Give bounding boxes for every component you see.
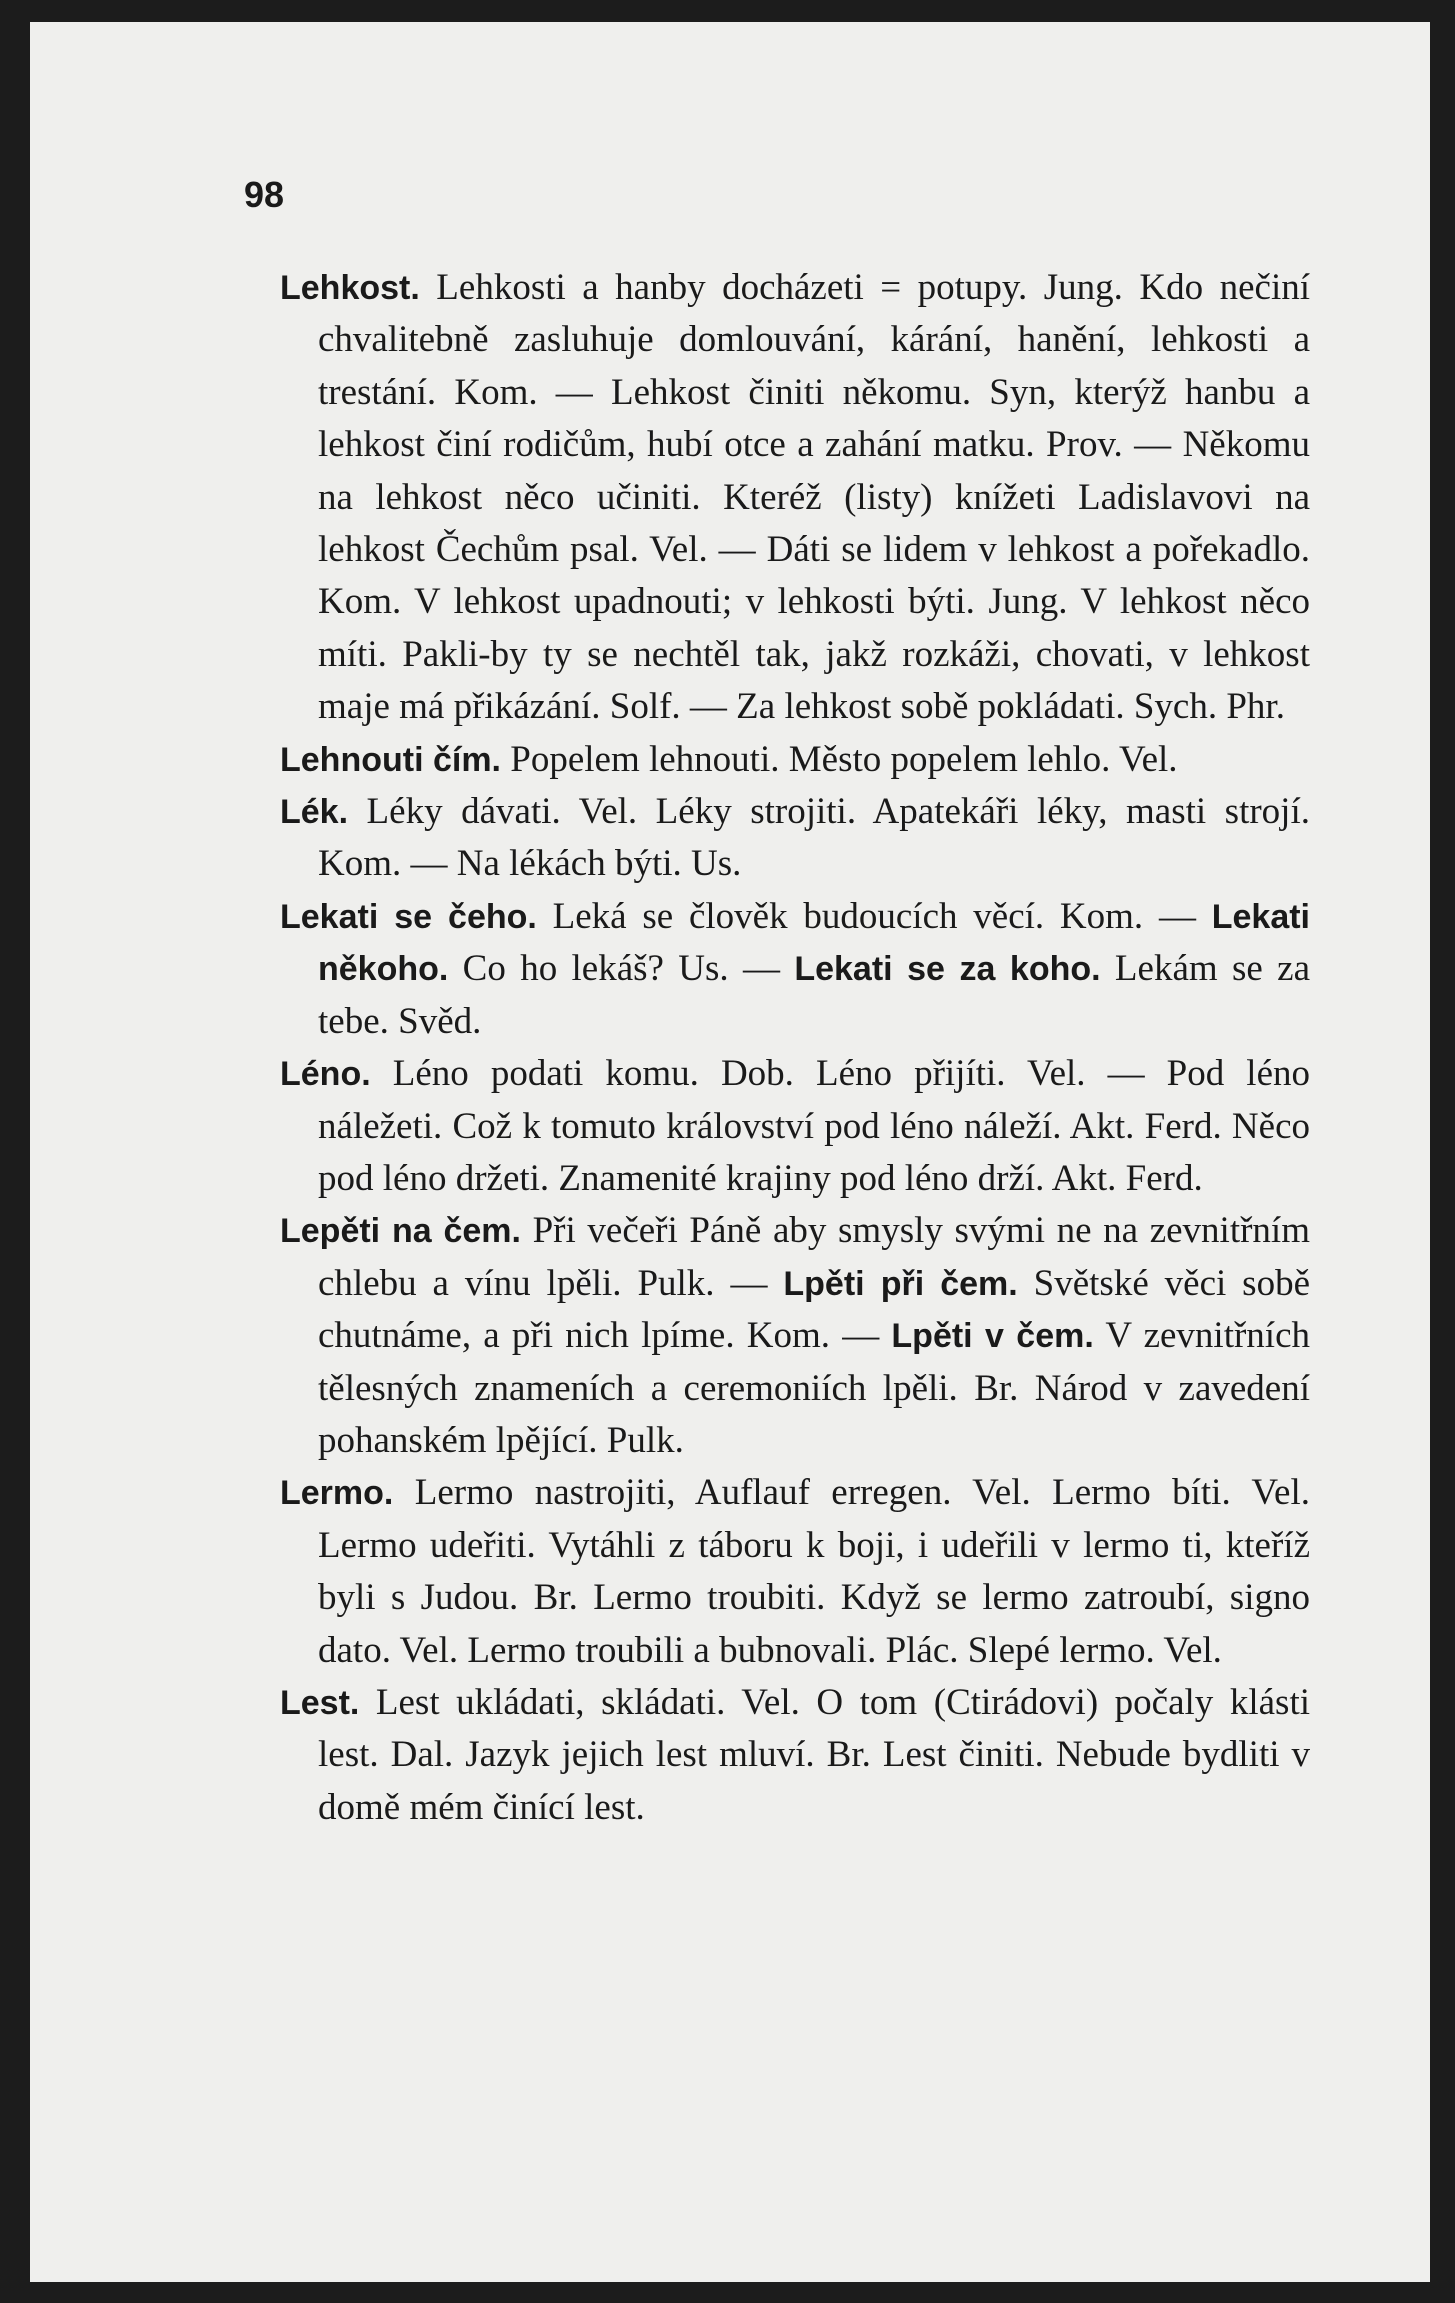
book-page [30, 22, 1430, 2282]
headword: Lepěti na čem. [280, 1212, 521, 1251]
entry-lek [280, 786, 1310, 891]
entry-text: Leká se člověk budoucích věcí. Kom. — [536, 895, 1212, 937]
sub-headword: Lpěti při čem. [783, 1264, 1018, 1303]
headword: Lehnouti čím. [280, 740, 501, 779]
entry-lermo [280, 1467, 1310, 1677]
entry-lehnouti [280, 734, 1310, 786]
entry-text: Lehkosti a hanby docházeti = potupy. Jung. Kdo nečiní chvalitebně zasluhuje domlouvání, kárání, hanění, lehkosti a trestání. Kom. — Lehkost činiti někomu. Syn, kterýž hanbu a lehkost činí rodičům, hubí otce a zahání matku. Prov. — Někomu na lehkost něco učiniti. Kteréž (listy) knížeti Ladislavovi na lehkost Čechům psal. Vel. — Dáti se lidem v lehkost a pořekadlo. Kom. V lehkost upadnouti; v lehkosti býti. Jung. V lehkost něco míti. Pakli-by ty se nechtěl tak, jakž rozkáži, chovati, v lehkost maje má přikázání. Solf. — Za lehkost sobě pokládati. Sych. Phr. [318, 267, 1310, 728]
entry-leno [280, 1048, 1310, 1205]
entry-text: Lermo nastrojiti, Auflauf erregen. Vel. Lermo bíti. Vel. Lermo udeřiti. Vytáhli z táboru k boji, i udeřili v lermo ti, kteříž byli s Judou. Br. Lermo troubiti. Když se lermo zatroubí, signo dato. Vel. Lermo troubili a bubnovali. Plác. Slepé lermo. Vel. [318, 1472, 1310, 1671]
entry-text: Léno podati komu. Dob. Léno přijíti. Vel. — Pod léno náležeti. Což k tomuto království pod léno náleží. Akt. Ferd. Něco pod léno držeti. Znamenité krajiny pod léno drží. Akt. Ferd. [318, 1053, 1310, 1199]
headword: Léno. [280, 1055, 371, 1094]
entry-lehkost [280, 262, 1310, 734]
headword: Lekati se čeho. [280, 897, 537, 936]
headword: Lék. [280, 793, 349, 832]
entry-text: Léky dávati. Vel. Léky strojiti. Apatekáři léky, masti strojí. Kom. — Na lékách býti. Us. [318, 791, 1310, 885]
headword: Lehkost. [280, 269, 420, 307]
entry-text: Lest ukládati, skládati. Vel. O tom (Ctirádovi) počaly klásti lest. Dal. Jazyk jejich lest mluví. Br. Lest činiti. Nebude bydliti v domě mém činící lest. [318, 1681, 1310, 1828]
entry-text: V zevnitřních tělesných znameních a ceremoniích lpěli. Br. Národ v zavedení pohanském lpějící. Pulk. [318, 1315, 1311, 1461]
sub-headword: Lekati někoho. [318, 897, 1310, 989]
entry-lekati [280, 891, 1310, 1048]
entry-text: Lekám se za tebe. Svěd. [318, 948, 1310, 1042]
headword: Lermo. [280, 1474, 394, 1513]
entry-lest [280, 1677, 1310, 1834]
entry-text: Co ho lekáš? Us. — [448, 948, 795, 990]
page-number: 98 [244, 174, 285, 215]
entry-lepeti [280, 1205, 1310, 1467]
dictionary-entries [280, 262, 1310, 1834]
sub-headword: Lpěti v čem. [891, 1317, 1094, 1356]
entry-text: Popelem lehnouti. Město popelem lehlo. Vel. [501, 738, 1178, 780]
sub-headword: Lekati se za koho. [794, 950, 1101, 989]
entry-text: Při večeři Páně aby smysly svými ne na zevnitřním chlebu a vínu lpěli. Pulk. — [318, 1210, 1310, 1304]
headword: Lest. [280, 1683, 360, 1722]
entry-text: Světské věci sobě chutnáme, a při nich lpíme. Kom. — [318, 1262, 1310, 1357]
